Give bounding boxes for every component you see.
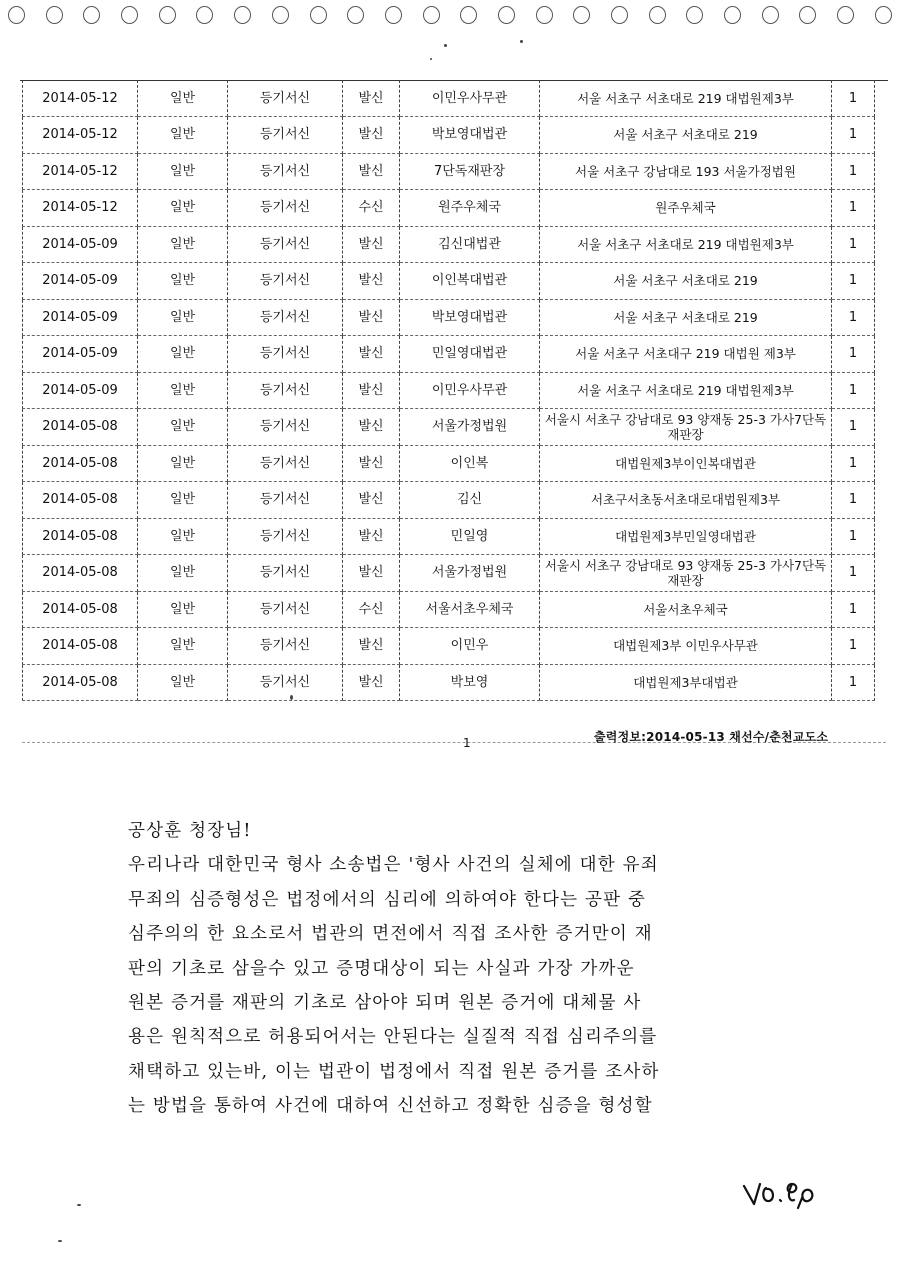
method-cell: 등기서신 xyxy=(228,409,343,446)
date-cell: 2014-05-08 xyxy=(23,518,138,555)
date-cell: 2014-05-09 xyxy=(23,299,138,336)
table-row xyxy=(23,336,875,373)
mail-log-body xyxy=(23,80,875,701)
table-row xyxy=(23,664,875,701)
party-cell: 민일영대법관 xyxy=(400,336,540,373)
address-cell: 서울 서초구 강남대로 193 서울가정법원 xyxy=(540,153,832,190)
kind-cell: 일반 xyxy=(138,372,228,409)
letter-line: 원본 증거를 재판의 기초로 삼아야 되며 원본 증거에 대체물 사 xyxy=(128,993,642,1014)
address-cell: 서울서초우체국 xyxy=(540,591,832,628)
punch-hole xyxy=(573,6,590,24)
count-cell: 1 xyxy=(832,117,875,154)
direction-cell: 수신 xyxy=(343,190,400,227)
direction-cell: 발신 xyxy=(343,153,400,190)
party-cell: 이인복 xyxy=(400,445,540,482)
party-cell: 7단독재판장 xyxy=(400,153,540,190)
kind-cell: 일반 xyxy=(138,555,228,592)
kind-cell: 일반 xyxy=(138,409,228,446)
kind-cell: 일반 xyxy=(138,80,228,117)
method-cell: 등기서신 xyxy=(228,445,343,482)
kind-cell: 일반 xyxy=(138,226,228,263)
punch-hole xyxy=(46,6,63,24)
address-cell: 서울 서초구 서초대로 219 xyxy=(540,117,832,154)
kind-cell: 일반 xyxy=(138,190,228,227)
address-cell: 대법원제3부 이민우사무관 xyxy=(540,628,832,665)
punch-hole xyxy=(762,6,779,24)
punch-hole xyxy=(272,6,289,24)
method-cell: 등기서신 xyxy=(228,299,343,336)
address-cell: 서울 서초구 서초대로 219 xyxy=(540,299,832,336)
letter-line: 공상훈 청장님! xyxy=(128,821,252,841)
date-cell: 2014-05-12 xyxy=(23,153,138,190)
party-cell: 서울서초우체국 xyxy=(400,591,540,628)
kind-cell: 일반 xyxy=(138,263,228,300)
date-cell: 2014-05-08 xyxy=(23,591,138,628)
date-cell: 2014-05-09 xyxy=(23,226,138,263)
direction-cell: 발신 xyxy=(343,299,400,336)
direction-cell: 발신 xyxy=(343,409,400,446)
punch-hole xyxy=(460,6,477,24)
scan-speck xyxy=(77,1204,81,1206)
date-cell: 2014-05-08 xyxy=(23,409,138,446)
kind-cell: 일반 xyxy=(138,153,228,190)
address-cell: 서울 서초구 서초대로 219 대법원제3부 xyxy=(540,80,832,117)
party-cell: 이인복대법관 xyxy=(400,263,540,300)
method-cell: 등기서신 xyxy=(228,518,343,555)
kind-cell: 일반 xyxy=(138,117,228,154)
method-cell: 등기서신 xyxy=(228,555,343,592)
table-row xyxy=(23,628,875,665)
method-cell: 등기서신 xyxy=(228,664,343,701)
count-cell: 1 xyxy=(832,555,875,592)
letter-line: 심주의의 한 요소로서 법관의 면전에서 직접 조사한 증거만이 재 xyxy=(128,924,653,945)
method-cell: 등기서신 xyxy=(228,117,343,154)
direction-cell: 발신 xyxy=(343,226,400,263)
direction-cell: 발신 xyxy=(343,80,400,117)
address-cell: 대법원제3부이인복대법관 xyxy=(540,445,832,482)
party-cell: 김신 xyxy=(400,482,540,519)
party-cell: 원주우체국 xyxy=(400,190,540,227)
count-cell: 1 xyxy=(832,336,875,373)
address-cell: 서울 서초구 서초대로 219 xyxy=(540,263,832,300)
count-cell: 1 xyxy=(832,482,875,519)
direction-cell: 발신 xyxy=(343,445,400,482)
scan-speck xyxy=(430,58,432,60)
method-cell: 등기서신 xyxy=(228,226,343,263)
party-cell: 이민우 xyxy=(400,628,540,665)
method-cell: 등기서신 xyxy=(228,153,343,190)
date-cell: 2014-05-09 xyxy=(23,336,138,373)
kind-cell: 일반 xyxy=(138,336,228,373)
party-cell: 서울가정법원 xyxy=(400,409,540,446)
party-cell: 이민우사무관 xyxy=(400,372,540,409)
party-cell: 박보영 xyxy=(400,664,540,701)
date-cell: 2014-05-08 xyxy=(23,664,138,701)
date-cell: 2014-05-09 xyxy=(23,263,138,300)
direction-cell: 발신 xyxy=(343,263,400,300)
punch-hole xyxy=(385,6,402,24)
table-row xyxy=(23,409,875,446)
party-cell: 이민우사무관 xyxy=(400,80,540,117)
address-cell: 서울시 서초구 강남대로 93 양재동 25-3 가사7단독재판장 xyxy=(540,409,832,446)
count-cell: 1 xyxy=(832,263,875,300)
address-cell: 대법원제3부민일영대법관 xyxy=(540,518,832,555)
letter-line: 판의 기초로 삼을수 있고 증명대상이 되는 사실과 가장 가까운 xyxy=(128,958,635,979)
table-row xyxy=(23,153,875,190)
punch-hole xyxy=(347,6,364,24)
table-row xyxy=(23,299,875,336)
count-cell: 1 xyxy=(832,445,875,482)
count-cell: 1 xyxy=(832,518,875,555)
letter-line: 는 방법을 통하여 사건에 대하여 신선하고 정확한 심증을 형성할 xyxy=(128,1096,653,1117)
letter-line: 용은 원칙적으로 허용되어서는 안된다는 실질적 직접 심리주의를 xyxy=(128,1027,658,1048)
party-cell: 박보영대법관 xyxy=(400,299,540,336)
date-cell: 2014-05-08 xyxy=(23,628,138,665)
punch-hole xyxy=(649,6,666,24)
kind-cell: 일반 xyxy=(138,591,228,628)
mail-log-table xyxy=(22,80,875,701)
letter-line: 무죄의 심증형성은 법정에서의 심리에 의하여야 한다는 공판 중 xyxy=(128,889,647,910)
punch-hole xyxy=(196,6,213,24)
page-number: 1 xyxy=(463,736,471,750)
party-cell: 김신대법관 xyxy=(400,226,540,263)
kind-cell: 일반 xyxy=(138,299,228,336)
binder-holes xyxy=(8,6,892,26)
punch-hole xyxy=(83,6,100,24)
address-cell: 원주우체국 xyxy=(540,190,832,227)
letter-line: 채택하고 있는바, 이는 법관이 법정에서 직접 원본 증거를 조사하 xyxy=(128,1061,660,1082)
punch-hole xyxy=(799,6,816,24)
count-cell: 1 xyxy=(832,628,875,665)
table-row xyxy=(23,555,875,592)
method-cell: 등기서신 xyxy=(228,80,343,117)
party-cell: 민일영 xyxy=(400,518,540,555)
method-cell: 등기서신 xyxy=(228,263,343,300)
kind-cell: 일반 xyxy=(138,664,228,701)
punch-hole xyxy=(121,6,138,24)
scan-speck xyxy=(290,695,293,700)
address-cell: 서울 서초구 서초대로 219 대법원제3부 xyxy=(540,372,832,409)
punch-hole xyxy=(536,6,553,24)
table-row xyxy=(23,226,875,263)
direction-cell: 발신 xyxy=(343,117,400,154)
table-row xyxy=(23,518,875,555)
date-cell: 2014-05-08 xyxy=(23,555,138,592)
count-cell: 1 xyxy=(832,372,875,409)
kind-cell: 일반 xyxy=(138,482,228,519)
letter-line: 우리나라 대한민국 형사 소송법은 '형사 사건의 실체에 대한 유죄 xyxy=(128,855,659,876)
method-cell: 등기서신 xyxy=(228,190,343,227)
address-cell: 서울 서초구 서초대로 219 대법원제3부 xyxy=(540,226,832,263)
date-cell: 2014-05-12 xyxy=(23,117,138,154)
direction-cell: 발신 xyxy=(343,664,400,701)
table-row xyxy=(23,117,875,154)
date-cell: 2014-05-09 xyxy=(23,372,138,409)
print-info: 출력정보:2014-05-13 채선수/춘천교도소 xyxy=(594,730,829,744)
scan-speck xyxy=(58,1240,62,1242)
punch-hole xyxy=(837,6,854,24)
count-cell: 1 xyxy=(832,80,875,117)
count-cell: 1 xyxy=(832,664,875,701)
handwritten-page-mark xyxy=(736,1168,856,1218)
punch-hole xyxy=(611,6,628,24)
address-cell: 서초구서초동서초대로대법원제3부 xyxy=(540,482,832,519)
party-cell: 박보영대법관 xyxy=(400,117,540,154)
kind-cell: 일반 xyxy=(138,628,228,665)
punch-hole xyxy=(8,6,25,24)
address-cell: 대법원제3부대법관 xyxy=(540,664,832,701)
handwritten-letter xyxy=(128,814,788,1124)
direction-cell: 발신 xyxy=(343,372,400,409)
direction-cell: 발신 xyxy=(343,482,400,519)
punch-hole xyxy=(159,6,176,24)
punch-hole xyxy=(234,6,251,24)
direction-cell: 발신 xyxy=(343,336,400,373)
address-cell: 서울시 서초구 강남대로 93 양재동 25-3 가사7단독재판장 xyxy=(540,555,832,592)
direction-cell: 발신 xyxy=(343,628,400,665)
party-cell: 서울가정법원 xyxy=(400,555,540,592)
method-cell: 등기서신 xyxy=(228,372,343,409)
date-cell: 2014-05-12 xyxy=(23,190,138,227)
table-row xyxy=(23,445,875,482)
table-row xyxy=(23,190,875,227)
scan-speck xyxy=(520,40,523,43)
date-cell: 2014-05-08 xyxy=(23,482,138,519)
punch-hole xyxy=(686,6,703,24)
direction-cell: 발신 xyxy=(343,555,400,592)
method-cell: 등기서신 xyxy=(228,591,343,628)
direction-cell: 수신 xyxy=(343,591,400,628)
count-cell: 1 xyxy=(832,591,875,628)
date-cell: 2014-05-08 xyxy=(23,445,138,482)
scan-speck xyxy=(444,44,447,47)
count-cell: 1 xyxy=(832,226,875,263)
table-row xyxy=(23,372,875,409)
punch-hole xyxy=(724,6,741,24)
punch-hole xyxy=(875,6,892,24)
punch-hole xyxy=(310,6,327,24)
punch-hole xyxy=(498,6,515,24)
table-row xyxy=(23,591,875,628)
kind-cell: 일반 xyxy=(138,445,228,482)
table-row xyxy=(23,482,875,519)
count-cell: 1 xyxy=(832,153,875,190)
address-cell: 서울 서초구 서초대구 219 대법원 제3부 xyxy=(540,336,832,373)
method-cell: 등기서신 xyxy=(228,336,343,373)
table-row xyxy=(23,263,875,300)
count-cell: 1 xyxy=(832,409,875,446)
direction-cell: 발신 xyxy=(343,518,400,555)
method-cell: 등기서신 xyxy=(228,628,343,665)
table-row xyxy=(23,80,875,117)
date-cell: 2014-05-12 xyxy=(23,80,138,117)
method-cell: 등기서신 xyxy=(228,482,343,519)
count-cell: 1 xyxy=(832,299,875,336)
kind-cell: 일반 xyxy=(138,518,228,555)
punch-hole xyxy=(423,6,440,24)
count-cell: 1 xyxy=(832,190,875,227)
